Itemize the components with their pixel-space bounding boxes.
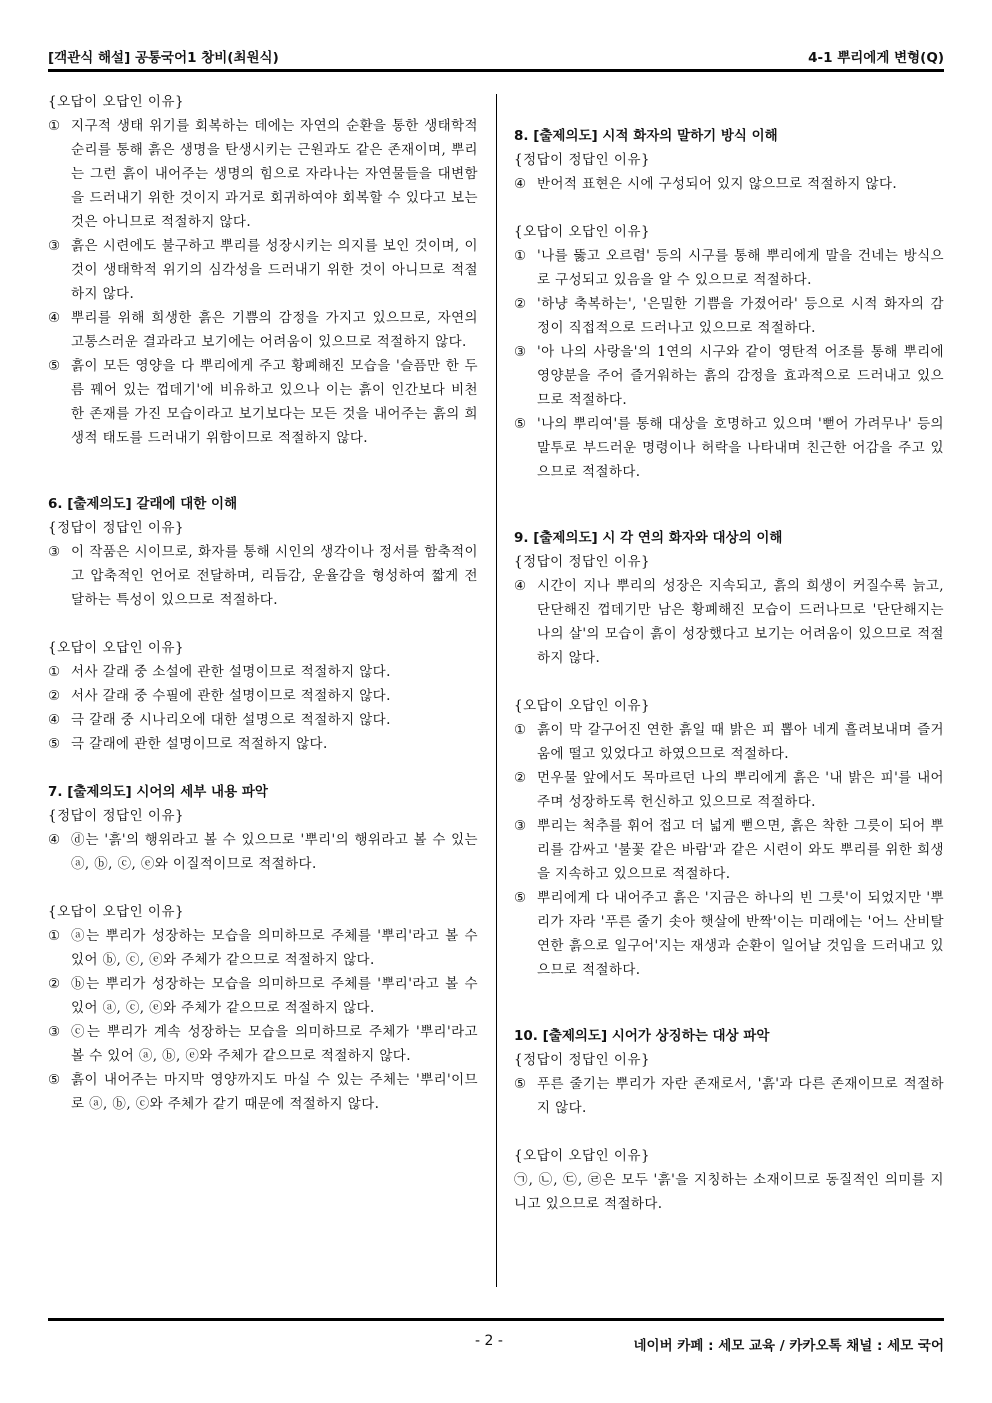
answer-item <box>48 354 478 450</box>
question-title: 8. [출제의도] 시적 화자의 말하기 방식 이해 <box>514 128 778 144</box>
item-text: ⓐ는 뿌리가 성장하는 모습을 의미하므로 주체를 '뿌리'라고 볼 수 있어 ⓑ, ⓒ, ⓔ와 주체가 같으므로 적절하지 않다. <box>71 928 478 968</box>
question-8 <box>514 124 944 484</box>
item-text: 뿌리를 위해 희생한 흙은 기쁨의 감정을 가지고 있으므로, 자연의 고통스러운 결과라고 보기에는 어려움이 있으므로 적절하지 않다. <box>71 310 478 350</box>
item-text: 흙이 모든 영양을 다 뿌리에게 주고 황폐해진 모습을 '슬픔만 한 두름 꿰어 있는 껍데기'에 비유하고 있으나 이는 흙이 인간보다 비천한 존재를 가진 모습이라고 보기보다는 모든 것을 내어주는 흙의 희생적 태도를 드러내기 위함이므로 적절하지 않다. <box>71 358 478 446</box>
wrong-reason-heading: {오답이 오답인 이유} <box>514 224 651 240</box>
item-text: ⓒ는 뿌리가 계속 성장하는 모습을 의미하므로 주체가 '뿌리'라고 볼 수 있어 ⓐ, ⓑ, ⓔ와 주체가 같으므로 적절하지 않다. <box>71 1024 478 1064</box>
answer-item <box>48 732 478 756</box>
item-text: '하냥 축복하는', '은밀한 기쁨을 가졌어라' 등으로 시적 화자의 감정이 직접적으로 드러나고 있으므로 적절하다. <box>537 296 944 336</box>
question-7 <box>48 780 478 1116</box>
correct-reason-heading: {정답이 정답인 이유} <box>514 152 651 168</box>
header-left-title: [객관식 해설] 공통국어1 창비(최원식) <box>48 50 279 66</box>
answer-item <box>514 412 944 484</box>
item-marker: ② <box>48 976 61 992</box>
answer-item <box>514 766 944 814</box>
question-title: 7. [출제의도] 시어의 세부 내용 파악 <box>48 784 268 800</box>
item-text: 서사 갈래 중 수필에 관한 설명이므로 적절하지 않다. <box>71 688 391 704</box>
item-text: '나의 뿌리여'를 통해 대상을 호명하고 있으며 '뻗어 가려무나' 등의 말투로 부드러운 명령이나 허락을 나타내며 친근한 어감을 주고 있으므로 적절하다. <box>537 416 944 480</box>
answer-item <box>48 306 478 354</box>
footer-contact: 네이버 카페 : 세모 교육 / 카카오톡 채널 : 세모 국어 <box>633 1338 944 1354</box>
bottom-rule <box>48 1318 944 1321</box>
item-marker: ④ <box>514 176 527 192</box>
item-marker: ① <box>48 664 61 680</box>
item-marker: ⑤ <box>48 736 61 752</box>
correct-reason-heading: {정답이 정답인 이유} <box>514 1052 651 1068</box>
header-right-title: 4-1 뿌리에게 변형(Q) <box>808 50 944 66</box>
item-marker: ① <box>514 248 527 264</box>
answer-item <box>48 828 478 876</box>
answer-item <box>514 1168 944 1216</box>
item-text: '나를 뚫고 오르렴' 등의 시구를 통해 뿌리에게 말을 건네는 방식으로 구성되고 있음을 알 수 있으므로 적절하다. <box>537 248 944 288</box>
page-header <box>48 40 944 68</box>
question-10 <box>514 1024 944 1216</box>
item-marker: ③ <box>514 818 527 834</box>
item-text: 뿌리에게 다 내어주고 흙은 '지금은 하나의 빈 그릇'이 되었지만 '뿌리가 자라 '푸른 줄기 솟아 햇살에 반짝'이는 미래에는 '어느 산비탈 연한 흙으로 일구어'지는 재생과 순환이 일어날 것임을 드러내고 있으므로 적절하다. <box>537 890 944 978</box>
item-marker: ⑤ <box>514 416 527 432</box>
item-text: 시간이 지나 뿌리의 성장은 지속되고, 흙의 희생이 커질수록 늙고, 단단해진 껍데기만 남은 황폐해진 모습이 드러나므로 '단단해지는 나의 살'의 모습이 흙이 성장했다고 보기는 어려움이 있으므로 적절하지 않다. <box>537 578 944 666</box>
right-column <box>514 124 944 1216</box>
item-marker: ③ <box>514 344 527 360</box>
item-marker: ③ <box>48 1024 61 1040</box>
answer-item <box>514 1072 944 1120</box>
page-number: - 2 - <box>475 1333 503 1349</box>
top-rule <box>48 69 944 72</box>
item-marker: ④ <box>48 310 61 326</box>
item-marker: ③ <box>48 544 61 560</box>
item-marker: ① <box>514 722 527 738</box>
answer-item <box>48 540 478 612</box>
answer-item <box>48 114 478 234</box>
answer-item <box>514 718 944 766</box>
answer-item <box>48 924 478 972</box>
wrong-reason-heading: {오답이 오답인 이유} <box>48 904 185 920</box>
item-marker: ④ <box>48 832 61 848</box>
item-text: 지구적 생태 위기를 회복하는 데에는 자연의 순환을 통한 생태학적 순리를 통해 흙은 생명을 탄생시키는 근원과도 같은 존재이며, 뿌리는 그런 흙이 내어주는 생명의 힘으로 자라나는 자연물들을 대변함을 드러내기 위한 것이지 과거로 회귀하여야 회복할 수 있다고 보는 것은 아니므로 적절하지 않다. <box>71 118 478 230</box>
answer-item <box>48 684 478 708</box>
item-marker: ④ <box>514 578 527 594</box>
item-text: 서사 갈래 중 소설에 관한 설명이므로 적절하지 않다. <box>71 664 391 680</box>
item-marker: ⑤ <box>48 358 61 374</box>
item-marker: ② <box>48 688 61 704</box>
answer-item <box>48 234 478 306</box>
item-text: 이 작품은 시이므로, 화자를 통해 시인의 생각이나 정서를 함축적이고 압축적인 언어로 전달하며, 리듬감, 운율감을 형성하여 짧게 전달하는 특성이 있으므로 적절하다. <box>71 544 478 608</box>
item-marker: ⑤ <box>514 890 527 906</box>
item-text: 푸른 줄기는 뿌리가 자란 존재로서, '흙'과 다른 존재이므로 적절하지 않다. <box>537 1076 944 1116</box>
answer-item <box>48 972 478 1020</box>
item-text: '아 나의 사랑을'의 1연의 시구와 같이 영탄적 어조를 통해 뿌리에 영양분을 주어 즐거워하는 흙의 감정을 효과적으로 드러내고 있으므로 적절하다. <box>537 344 944 408</box>
question-title: 6. [출제의도] 갈래에 대한 이해 <box>48 496 238 512</box>
answer-item <box>48 1068 478 1116</box>
wrong-reason-heading: {오답이 오답인 이유} <box>514 1148 651 1164</box>
column-divider <box>496 94 497 1287</box>
item-marker: ② <box>514 770 527 786</box>
correct-reason-heading: {정답이 정답인 이유} <box>48 808 185 824</box>
item-text: 반어적 표현은 시에 구성되어 있지 않으므로 적절하지 않다. <box>537 176 898 192</box>
item-marker: ⑤ <box>514 1076 527 1092</box>
wrong-reason-heading: {오답이 오답인 이유} <box>48 640 185 656</box>
answer-item <box>514 814 944 886</box>
item-text: 흙이 막 갈구어진 연한 흙일 때 밝은 피 뽑아 네게 흘려보내며 즐거움에 떨고 있었다고 하였으므로 적절하다. <box>537 722 944 762</box>
item-text: ㉠, ㉡, ㉢, ㉣은 모두 '흙'을 지칭하는 소재이므로 동질적인 의미를 지니고 있으므로 적절하다. <box>514 1172 944 1212</box>
question-title: 10. [출제의도] 시어가 상징하는 대상 파악 <box>514 1028 770 1044</box>
question-title: 9. [출제의도] 시 각 연의 화자와 대상의 이해 <box>514 530 783 546</box>
item-text: ⓑ는 뿌리가 성장하는 모습을 의미하므로 주체를 '뿌리'라고 볼 수 있어 ⓐ, ⓒ, ⓔ와 주체가 같으므로 적절하지 않다. <box>71 976 478 1016</box>
answer-item <box>48 1020 478 1068</box>
section-5-wrong <box>48 90 478 450</box>
item-marker: ③ <box>48 238 61 254</box>
item-text: 극 갈래에 관한 설명이므로 적절하지 않다. <box>71 736 328 752</box>
question-6 <box>48 492 478 756</box>
correct-reason-heading: {정답이 정답인 이유} <box>514 554 651 570</box>
item-marker: ⑤ <box>48 1072 61 1088</box>
item-text: 흙이 내어주는 마지막 영양까지도 마실 수 있는 주체는 '뿌리'이므로 ⓐ, ⓑ, ⓒ와 주체가 같기 때문에 적절하지 않다. <box>71 1072 478 1112</box>
correct-reason-heading: {정답이 정답인 이유} <box>48 520 185 536</box>
left-column <box>48 90 478 1116</box>
item-marker: ① <box>48 928 61 944</box>
item-marker: ① <box>48 118 61 134</box>
answer-item <box>514 886 944 982</box>
item-text: 먼우물 앞에서도 목마르던 나의 뿌리에게 흙은 '내 밝은 피'를 내어주며 성장하도록 헌신하고 있으므로 적절하다. <box>537 770 944 810</box>
wrong-reason-heading: {오답이 오답인 이유} <box>48 94 185 110</box>
item-text: ⓓ는 '흙'의 행위라고 볼 수 있으므로 '뿌리'의 행위라고 볼 수 있는 ⓐ, ⓑ, ⓒ, ⓔ와 이질적이므로 적절하다. <box>71 832 478 872</box>
answer-item <box>514 172 944 196</box>
item-marker: ④ <box>48 712 61 728</box>
answer-item <box>514 244 944 292</box>
answer-item <box>48 660 478 684</box>
answer-item <box>514 340 944 412</box>
item-text: 흙은 시련에도 불구하고 뿌리를 성장시키는 의지를 보인 것이며, 이것이 생태학적 위기의 심각성을 드러내기 위한 것이 아니므로 적절하지 않다. <box>71 238 478 302</box>
item-text: 극 갈래 중 시나리오에 대한 설명으로 적절하지 않다. <box>71 712 391 728</box>
question-9 <box>514 526 944 982</box>
wrong-reason-heading: {오답이 오답인 이유} <box>514 698 651 714</box>
item-marker: ② <box>514 296 527 312</box>
answer-item <box>48 708 478 732</box>
answer-item <box>514 292 944 340</box>
item-text: 뿌리는 척추를 휘어 접고 더 넓게 뻗으면, 흙은 착한 그릇이 되어 뿌리를 감싸고 '불꽃 같은 바람'과 같은 시련이 와도 뿌리를 위한 희생을 지속하고 있으므로 적절하다. <box>537 818 944 882</box>
answer-item <box>514 574 944 670</box>
